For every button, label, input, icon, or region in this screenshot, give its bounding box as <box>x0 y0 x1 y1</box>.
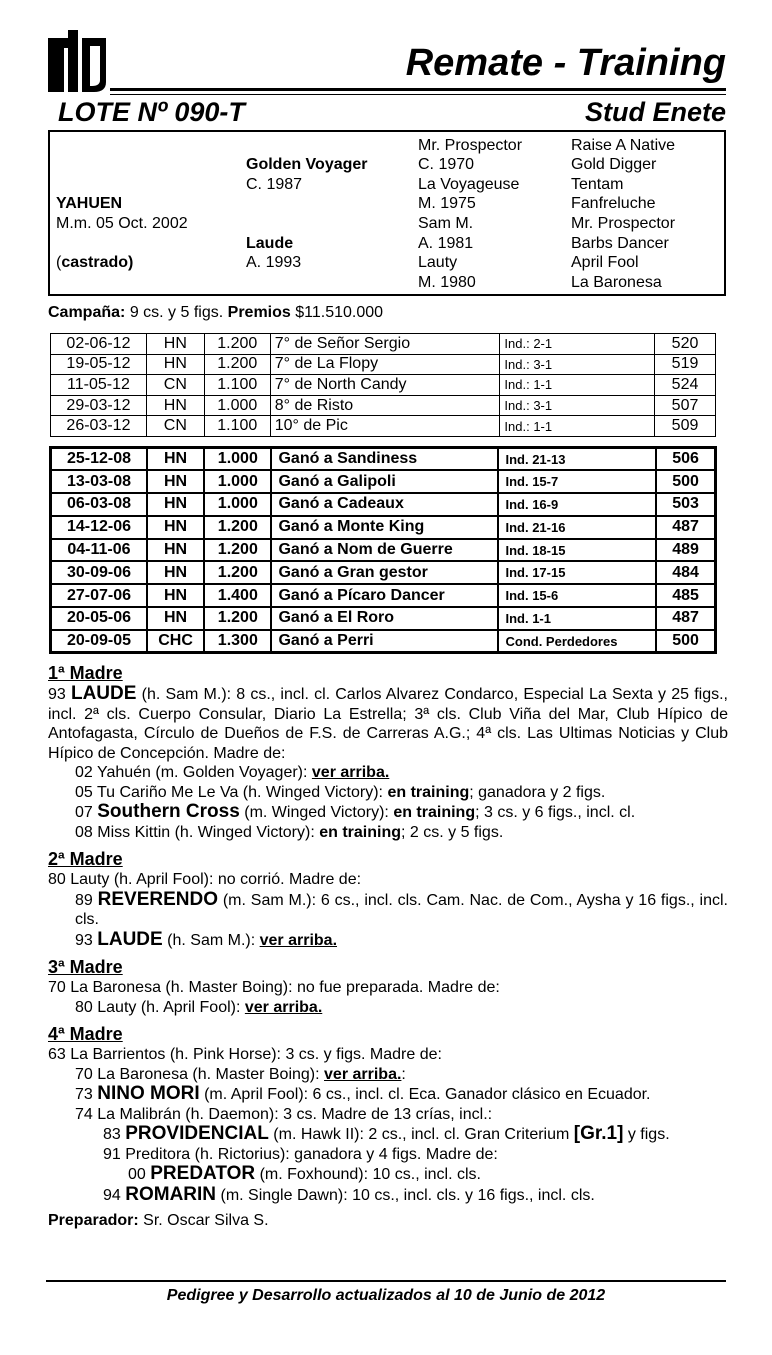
list-item: 80 Lauty (h. April Fool): ver arriba. <box>75 998 323 1016</box>
page-title: Remate - Training <box>405 42 726 84</box>
horse-note: (castrado) <box>56 254 134 271</box>
recent-races-table <box>50 333 716 437</box>
stud-logo <box>46 30 108 94</box>
cell-result: Ganó a Gran gestor <box>271 561 498 584</box>
cell-ind: Ind. 17-15 <box>498 561 656 584</box>
cell-weight: 507 <box>655 395 716 416</box>
cell-track: HN <box>147 516 204 539</box>
gen4-name: April Fool <box>571 254 639 271</box>
list-item: 73 NINO MORI (m. April Fool): 6 cs., incl. cl. Eca. Ganador clásico en Ecuador. <box>75 1083 651 1104</box>
cell-ind: Ind.: 2-1 <box>500 334 655 355</box>
table-row <box>51 375 716 396</box>
cell-track: CN <box>146 416 204 437</box>
list-item: 83 PROVIDENCIAL (m. Hawk II): 2 cs., incl. cl. Gran Criterium [Gr.1] y figs. <box>103 1123 670 1144</box>
table-row <box>51 561 716 584</box>
sire-info: C. 1987 <box>246 176 303 193</box>
cell-result: Ganó a Galipoli <box>271 470 498 493</box>
list-item: 70 La Baronesa (h. Master Boing): ver arriba.: <box>75 1065 406 1083</box>
cell-date: 26-03-12 <box>51 416 147 437</box>
gen3-name: Mr. Prospector <box>418 137 523 154</box>
gen3-info: A. 1981 <box>418 235 474 252</box>
list-item: 91 Preditora (h. Rictorius): ganadora y 4 figs. Madre de: <box>103 1145 498 1163</box>
table-row <box>51 607 716 630</box>
cell-track: HN <box>147 448 204 471</box>
cell-ind: Cond. Perdedores <box>498 630 656 653</box>
madre3-description: 70 La Baronesa (h. Master Boing): no fue preparada. Madre de: <box>48 979 500 996</box>
gen4-name: Fanfreluche <box>571 195 656 212</box>
cell-ind: Ind.: 1-1 <box>500 416 655 437</box>
gen4-name: La Baronesa <box>571 274 662 291</box>
madre2-title: 2ª Madre <box>48 849 123 869</box>
cell-ind: Ind.: 3-1 <box>500 395 655 416</box>
table-row <box>51 516 716 539</box>
list-item: 00 PREDATOR (m. Foxhound): 10 cs., incl. cls. <box>128 1163 481 1184</box>
list-item: 07 Southern Cross (m. Winged Victory): en training; 3 cs. y 6 figs., incl. cl. <box>75 801 636 822</box>
list-item: 94 ROMARIN (m. Single Dawn): 10 cs., incl. cls. y 16 figs., incl. cls. <box>103 1183 595 1205</box>
cell-date: 06-03-08 <box>51 493 147 516</box>
cell-date: 13-03-08 <box>51 470 147 493</box>
cell-weight: 519 <box>655 354 716 375</box>
campaign-summary: Campaña: 9 cs. y 5 figs. Premios $11.510.000 <box>48 304 384 321</box>
cell-result: Ganó a El Roro <box>271 607 498 630</box>
lote-number: LOTE Nº 090-T <box>58 97 245 127</box>
sire-name: Golden Voyager <box>246 156 368 173</box>
cell-weight: 500 <box>656 470 715 493</box>
list-item: 02 Yahuén (m. Golden Voyager): ver arriba. <box>75 764 390 781</box>
table-row <box>51 354 716 375</box>
cell-weight: 484 <box>656 561 715 584</box>
list-item: 08 Miss Kittin (h. Winged Victory): en training; 2 cs. y 5 figs. <box>75 823 504 841</box>
cell-track: HN <box>147 539 204 562</box>
gen4-name: Raise A Native <box>571 137 676 154</box>
table-row <box>51 584 716 607</box>
cell-ind: Ind.: 1-1 <box>500 375 655 396</box>
cell-dist: 1.200 <box>204 354 270 375</box>
table-row <box>51 470 716 493</box>
cell-result: 7° de La Flopy <box>270 354 500 375</box>
cell-result: Ganó a Nom de Guerre <box>271 539 498 562</box>
gen3-name: Lauty <box>418 254 458 271</box>
cell-result: Ganó a Monte King <box>271 516 498 539</box>
cell-date: 20-05-06 <box>51 607 147 630</box>
wins-table <box>49 446 717 654</box>
cell-result: Ganó a Cadeaux <box>271 493 498 516</box>
table-row <box>51 395 716 416</box>
cell-result: 7° de North Candy <box>270 375 500 396</box>
gen4-name: Tentam <box>571 176 624 193</box>
madre4-title: 4ª Madre <box>48 1024 123 1044</box>
madre3-title: 3ª Madre <box>48 957 123 977</box>
cell-result: 8° de Risto <box>270 395 500 416</box>
dam-info: A. 1993 <box>246 254 302 271</box>
cell-dist: 1.200 <box>204 516 271 539</box>
cell-weight: 506 <box>656 448 715 471</box>
cell-track: HN <box>147 607 204 630</box>
cell-ind: Ind. 21-16 <box>498 516 656 539</box>
madre2-description: 80 Lauty (h. April Fool): no corrió. Madre de: <box>48 871 362 888</box>
cell-dist: 1.100 <box>204 375 270 396</box>
cell-track: HN <box>147 493 204 516</box>
cell-track: HN <box>146 395 204 416</box>
gen4-name: Barbs Dancer <box>571 235 669 252</box>
cell-weight: 489 <box>656 539 715 562</box>
cell-result: Ganó a Sandiness <box>271 448 498 471</box>
cell-ind: Ind. 15-6 <box>498 584 656 607</box>
cell-dist: 1.000 <box>204 395 270 416</box>
gen3-info: M. 1975 <box>418 195 476 212</box>
cell-ind: Ind. 18-15 <box>498 539 656 562</box>
table-row <box>51 334 716 355</box>
cell-dist: 1.400 <box>204 584 271 607</box>
gen4-name: Gold Digger <box>571 156 657 173</box>
madre4-description: 63 La Barrientos (h. Pink Horse): 3 cs. y figs. Madre de: <box>48 1046 442 1063</box>
cell-date: 11-05-12 <box>51 375 147 396</box>
cell-ind: Ind. 21-13 <box>498 448 656 471</box>
horse-name: YAHUEN <box>56 195 123 212</box>
cell-track: HN <box>147 470 204 493</box>
cell-weight: 487 <box>656 607 715 630</box>
dam-name: Laude <box>246 235 294 252</box>
cell-track: HN <box>146 354 204 375</box>
cell-date: 19-05-12 <box>51 354 147 375</box>
cell-dist: 1.000 <box>204 470 271 493</box>
cell-result: 7° de Señor Sergio <box>270 334 500 355</box>
cell-result: 10° de Pic <box>270 416 500 437</box>
cell-ind: Ind. 16-9 <box>498 493 656 516</box>
cell-dist: 1.000 <box>204 448 271 471</box>
table-row <box>51 493 716 516</box>
cell-date: 04-11-06 <box>51 539 147 562</box>
list-item: 93 LAUDE (h. Sam M.): ver arriba. <box>75 928 338 950</box>
cell-result: Ganó a Pícaro Dancer <box>271 584 498 607</box>
list-item: 89 REVERENDO (m. Sam M.): 6 cs., incl. cls. Cam. Nac. de Com., Aysha y 16 figs., incl. cls. <box>75 888 729 928</box>
cell-weight: 524 <box>655 375 716 396</box>
cell-track: HN <box>147 561 204 584</box>
cell-track: CN <box>146 375 204 396</box>
table-row <box>51 448 716 471</box>
cell-dist: 1.200 <box>204 334 270 355</box>
horse-info: M.m. 05 Oct. 2002 <box>56 215 188 232</box>
footer-rule <box>46 1280 726 1282</box>
dam-line-section <box>48 662 728 1231</box>
cell-date: 20-09-05 <box>51 630 147 653</box>
gen3-info: M. 1980 <box>418 274 476 291</box>
cell-date: 14-12-06 <box>51 516 147 539</box>
cell-weight: 509 <box>655 416 716 437</box>
gen4-name: Mr. Prospector <box>571 215 676 232</box>
pedigree-box <box>48 130 726 296</box>
header-rule <box>110 88 726 91</box>
table-row <box>51 630 716 653</box>
cell-weight: 500 <box>656 630 715 653</box>
cell-date: 27-07-06 <box>51 584 147 607</box>
gen3-info: C. 1970 <box>418 156 475 173</box>
trainer: Preparador: Sr. Oscar Silva S. <box>48 1212 269 1229</box>
cell-date: 02-06-12 <box>51 334 147 355</box>
gen3-name: Sam M. <box>418 215 474 232</box>
header-rule-thin <box>110 94 726 95</box>
cell-weight: 520 <box>655 334 716 355</box>
gen3-name: La Voyageuse <box>418 176 520 193</box>
cell-weight: 487 <box>656 516 715 539</box>
cell-weight: 485 <box>656 584 715 607</box>
cell-dist: 1.200 <box>204 607 271 630</box>
cell-result: Ganó a Perri <box>271 630 498 653</box>
cell-dist: 1.200 <box>204 561 271 584</box>
madre1-title: 1ª Madre <box>48 663 123 683</box>
table-row <box>51 416 716 437</box>
cell-dist: 1.100 <box>204 416 270 437</box>
cell-dist: 1.300 <box>204 630 271 653</box>
cell-date: 30-09-06 <box>51 561 147 584</box>
footer-note: Pedigree y Desarrollo actualizados al 10 de Junio de 2012 <box>166 1287 606 1304</box>
table-row <box>51 539 716 562</box>
cell-date: 29-03-12 <box>51 395 147 416</box>
madre1-description: 93 LAUDE (h. Sam M.): 8 cs., incl. cl. Carlos Alvarez Condarco, Especial La Sexta y 25 figs., incl. 2ª cls. Cuerpo Consular, Diario La Estrella; 3ª cls. Club Viña del Mar, Club Hípico de Antofagasta, Círculo de Dueños de F.S. de Carreras A.G.; 4ª cls. Las Ultimas Noticias y Club Hípico de Concepción. Madre de: <box>48 683 728 762</box>
list-item: 74 La Malibrán (h. Daemon): 3 cs. Madre de 13 crías, incl.: <box>75 1105 493 1123</box>
cell-track: CHC <box>147 630 204 653</box>
cell-weight: 503 <box>656 493 715 516</box>
cell-date: 25-12-08 <box>51 448 147 471</box>
cell-dist: 1.200 <box>204 539 271 562</box>
cell-ind: Ind. 15-7 <box>498 470 656 493</box>
stud-name: Stud Enete <box>584 97 726 127</box>
list-item: 05 Tu Cariño Me Le Va (h. Winged Victory): en training; ganadora y 2 figs. <box>75 783 606 801</box>
cell-track: HN <box>147 584 204 607</box>
cell-dist: 1.000 <box>204 493 271 516</box>
cell-track: HN <box>146 334 204 355</box>
cell-ind: Ind. 1-1 <box>498 607 656 630</box>
cell-ind: Ind.: 3-1 <box>500 354 655 375</box>
